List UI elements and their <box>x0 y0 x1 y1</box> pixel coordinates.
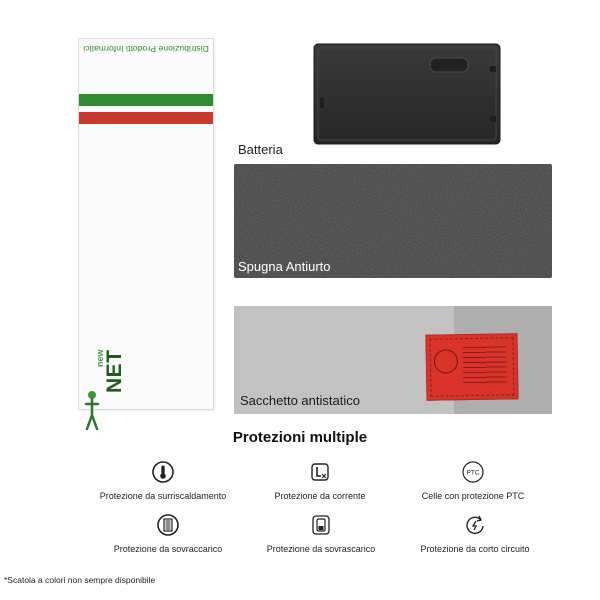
antistatic-bag-image <box>234 306 552 414</box>
foam-image <box>234 164 552 278</box>
bag-label: Sacchetto antistatico <box>240 393 360 408</box>
feature-label: Protezione da corto circuito <box>420 544 530 554</box>
feature-short-circuit <box>385 514 565 554</box>
sheet-text-lines <box>463 346 508 387</box>
short-circuit-icon <box>464 514 486 536</box>
battery-image <box>312 42 502 146</box>
flag-green-stripe <box>79 94 213 106</box>
battery-label: Batteria <box>238 142 283 157</box>
feature-overheat <box>73 461 253 501</box>
esd-symbol-icon <box>434 349 458 373</box>
red-warning-sheet <box>425 333 518 401</box>
feature-label: Protezione da sovraccarico <box>113 544 223 554</box>
feature-label: Protezione da surriscaldamento <box>99 491 227 501</box>
protections-title: Protezioni multiple <box>232 429 368 446</box>
phone-discharge-icon <box>310 514 332 536</box>
feature-discharge <box>231 514 411 554</box>
feature-label: Protezione da corrente <box>274 491 366 501</box>
thermometer-icon <box>152 461 174 483</box>
box-brand-text: Distribuzione Prodotti Informatici <box>83 44 209 54</box>
ptc-icon-text: PTC <box>466 469 480 477</box>
feature-ptc <box>383 461 563 501</box>
current-icon <box>309 461 331 483</box>
newnet-logo <box>83 349 163 439</box>
mascot-icon <box>83 389 103 433</box>
logo-new-text: new <box>95 349 105 367</box>
battery-overload-icon <box>157 514 179 536</box>
logo-net-text: NET <box>103 349 126 393</box>
feature-label: Protezione da sovrascarico <box>266 544 376 554</box>
footnote: *Scatola a colori non sempre disponibile <box>4 575 156 585</box>
ptc-icon <box>462 461 484 483</box>
flag-red-stripe <box>79 112 213 124</box>
foam-label: Spugna Antiurto <box>238 259 331 274</box>
feature-label: Celle con protezione PTC <box>421 491 525 501</box>
product-box <box>78 38 214 410</box>
